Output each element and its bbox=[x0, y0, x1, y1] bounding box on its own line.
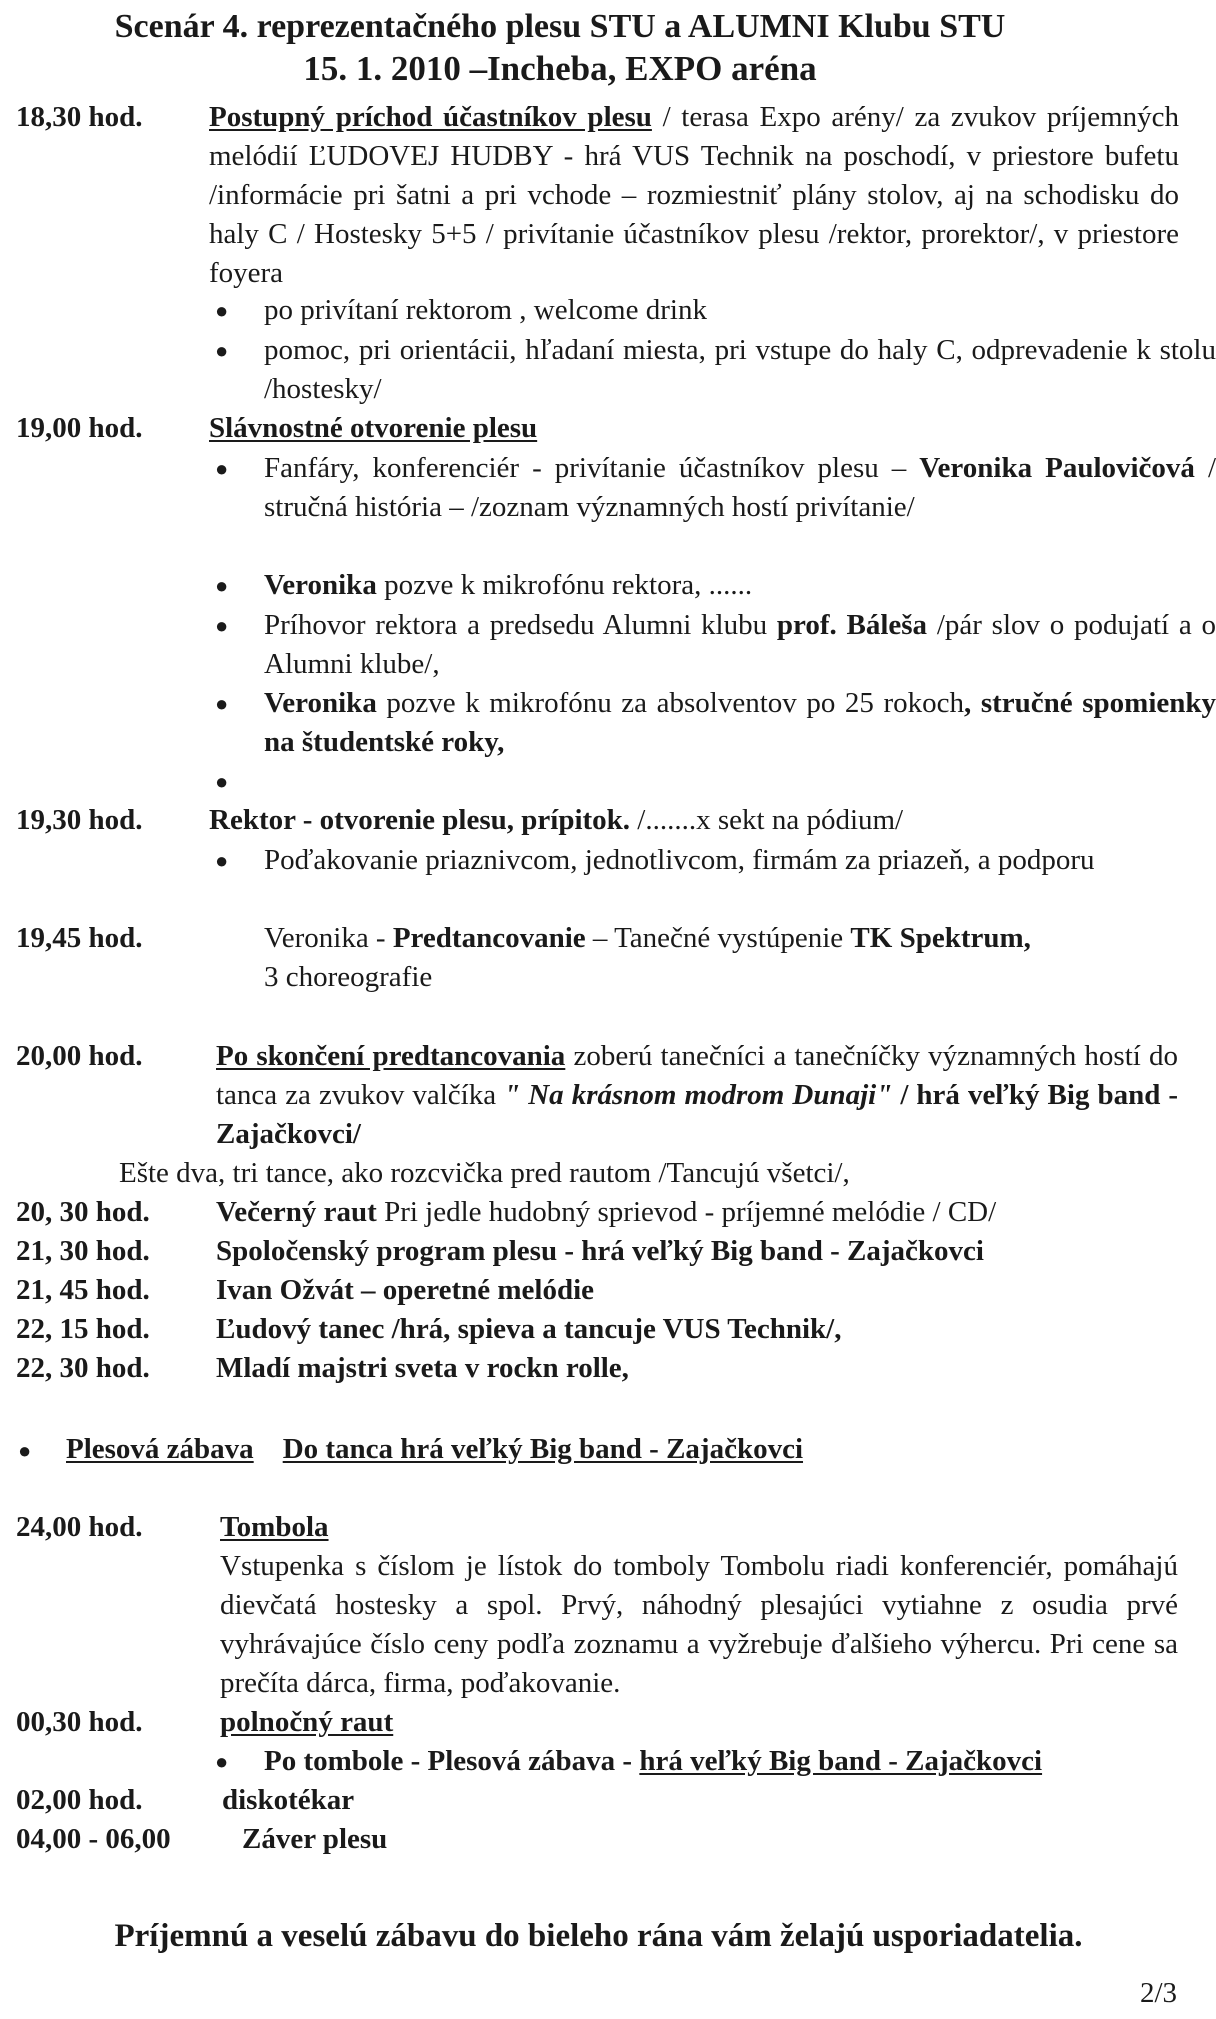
entry-1830 bbox=[209, 98, 1179, 293]
time-2230: 22, 30 hod. bbox=[16, 1352, 150, 1384]
extra-dances: Ešte dva, tri tance, ako rozcvička pred rautom /Tancujú všetci/, bbox=[119, 1157, 850, 1189]
time-0030: 00,30 hod. bbox=[16, 1706, 143, 1738]
heading-arrival: Postupný príchod účastníkov plesu bbox=[209, 101, 652, 133]
heading-after-dance: Po skončení predtancovania bbox=[216, 1040, 566, 1072]
document-title: Scenár 4. reprezentačného plesu STU a ALUMNI Klubu STU bbox=[114, 8, 1006, 45]
entry-1945: Veronika - Predtancovanie – Tanečné vystúpenie TK Spektrum, 3 choreografie bbox=[264, 922, 1031, 993]
entry-0200: diskotékar bbox=[222, 1784, 355, 1816]
time-1945: 19,45 hod. bbox=[16, 922, 143, 954]
heading-midnight-raut: polnočný raut bbox=[220, 1706, 394, 1738]
heading-tombola: Tombola bbox=[220, 1511, 329, 1543]
time-1830: 18,30 hod. bbox=[16, 101, 143, 133]
bullet-text: Veronika pozve k mikrofónu rektora, ...... bbox=[264, 569, 753, 601]
bullet-icon: ● bbox=[215, 298, 229, 323]
entry-dance-party: Plesová zábava Do tanca hrá veľký Big band - Zajačkovci bbox=[66, 1433, 804, 1465]
bullet-icon: ● bbox=[215, 613, 229, 638]
bullet-icon: ● bbox=[215, 338, 229, 363]
page-number: 2/3 bbox=[1139, 1977, 1177, 2009]
bullet-icon: ● bbox=[18, 1438, 32, 1463]
closing-note: Príjemnú a veselú zábavu do bieleho rána vám želajú usporiadatelia. bbox=[114, 1918, 1083, 1954]
entry-2215: Ľudový tanec /hrá, spieva a tancuje VUS Technik/, bbox=[216, 1313, 842, 1345]
entry-0030 bbox=[220, 1703, 1190, 1742]
bullet-icon: ● bbox=[215, 573, 229, 598]
time-2130: 21, 30 hod. bbox=[16, 1235, 150, 1267]
time-1930: 19,30 hod. bbox=[16, 804, 143, 836]
heading-rector: Rektor - otvorenie plesu, prípitok. bbox=[209, 804, 631, 836]
bullet-icon: ● bbox=[215, 691, 229, 716]
time-2145: 21, 45 hod. bbox=[16, 1274, 150, 1306]
entry-2130: Spoločenský program plesu - hrá veľký Big band - Zajačkovci bbox=[216, 1235, 984, 1267]
time-2000: 20,00 hod. bbox=[16, 1040, 143, 1072]
entry-1930 bbox=[209, 801, 1179, 840]
time-1900: 19,00 hod. bbox=[16, 412, 143, 444]
bullet-text: pomoc, pri orientácii, hľadaní miesta, pri vstupe do haly C, odprevadenie k stolu /hostesky/ bbox=[264, 334, 1216, 405]
time-2400: 24,00 hod. bbox=[16, 1511, 143, 1543]
document-subtitle: 15. 1. 2010 –Incheba, EXPO aréna bbox=[303, 49, 817, 88]
entry-2030: Večerný raut Pri jedle hudobný sprievod - príjemné melódie / CD/ bbox=[216, 1196, 997, 1228]
entry-0400: Záver plesu bbox=[242, 1823, 388, 1855]
bullet-text: Príhovor rektora a predsedu Alumni klubu prof. Báleša /pár slov o podujatí a o Alumni klube/, bbox=[264, 609, 1216, 680]
tombola-text: Vstupenka s číslom je lístok do tomboly Tombolu riadi konferenciér, pomáhajú dievčatá hostesky a spol. Prvý, náhodný plesajúci vytiahne z osudia prvé vyhrávajúce číslo ceny podľa zoznamu a vyžrebuje ďalšieho výhercu. Pri cene sa prečíta dárca, firma, poďakovanie. bbox=[220, 1550, 1178, 1699]
entry-2000: Po skončení predtancovania zoberú tanečníci a tanečníčky významných hostí do tanca za zvukov valčíka " Na krásnom modrom Dunaji" / hrá veľký Big band - Zajačkovci/ bbox=[216, 1040, 1179, 1150]
rector-text: /.......x sekt na pódium/ bbox=[637, 804, 904, 836]
time-2215: 22, 15 hod. bbox=[16, 1313, 150, 1345]
bullet-icon: ● bbox=[215, 1749, 229, 1774]
entry-2400 bbox=[220, 1508, 1178, 1703]
time-2030: 20, 30 hod. bbox=[16, 1196, 150, 1228]
heading-opening: Slávnostné otvorenie plesu bbox=[209, 412, 538, 444]
bullet-text: Veronika pozve k mikrofónu za absolventov po 25 rokoch, stručné spomienky na študentské roky, bbox=[264, 687, 1216, 758]
bullet-text: Poďakovanie priaznivcom, jednotlivcom, firmám za priazeň, a podporu bbox=[264, 844, 1095, 876]
bullet-text: Fanfáry, konferenciér - privítanie účastníkov plesu – Veronika Paulovičová / stručná história – /zoznam významných hostí privítanie/ bbox=[264, 452, 1216, 523]
time-0400: 04,00 - 06,00 bbox=[16, 1823, 171, 1855]
entry-1900 bbox=[209, 409, 1179, 448]
arrival-text: / terasa Expo arény/ za zvukov príjemných melódií ĽUDOVEJ HUDBY - hrá VUS Technik na poschodí, v priestore bufetu /informácie pri šatni a pri vchode – rozmiestniť plány stolov, aj na schodisku do haly C / Hostesky 5+5 / privítanie účastníkov plesu /rektor, prorektor/, v priestore foyera bbox=[209, 101, 1179, 289]
bullet-icon: ● bbox=[215, 769, 229, 794]
time-0200: 02,00 hod. bbox=[16, 1784, 143, 1816]
page-number-row bbox=[0, 1974, 1197, 2013]
bullet-icon: ● bbox=[215, 456, 229, 481]
bullet-icon: ● bbox=[215, 848, 229, 873]
bullet-text: po privítaní rektorom , welcome drink bbox=[264, 294, 707, 326]
list-item bbox=[18, 1430, 31, 1470]
entry-2145: Ivan Ožvát – operetné melódie bbox=[216, 1274, 595, 1306]
bullet-text: Po tombole - Plesová zábava - hrá veľký Big band - Zajačkovci bbox=[264, 1745, 1043, 1777]
entry-2230: Mladí majstri sveta v rockn rolle, bbox=[216, 1352, 629, 1384]
